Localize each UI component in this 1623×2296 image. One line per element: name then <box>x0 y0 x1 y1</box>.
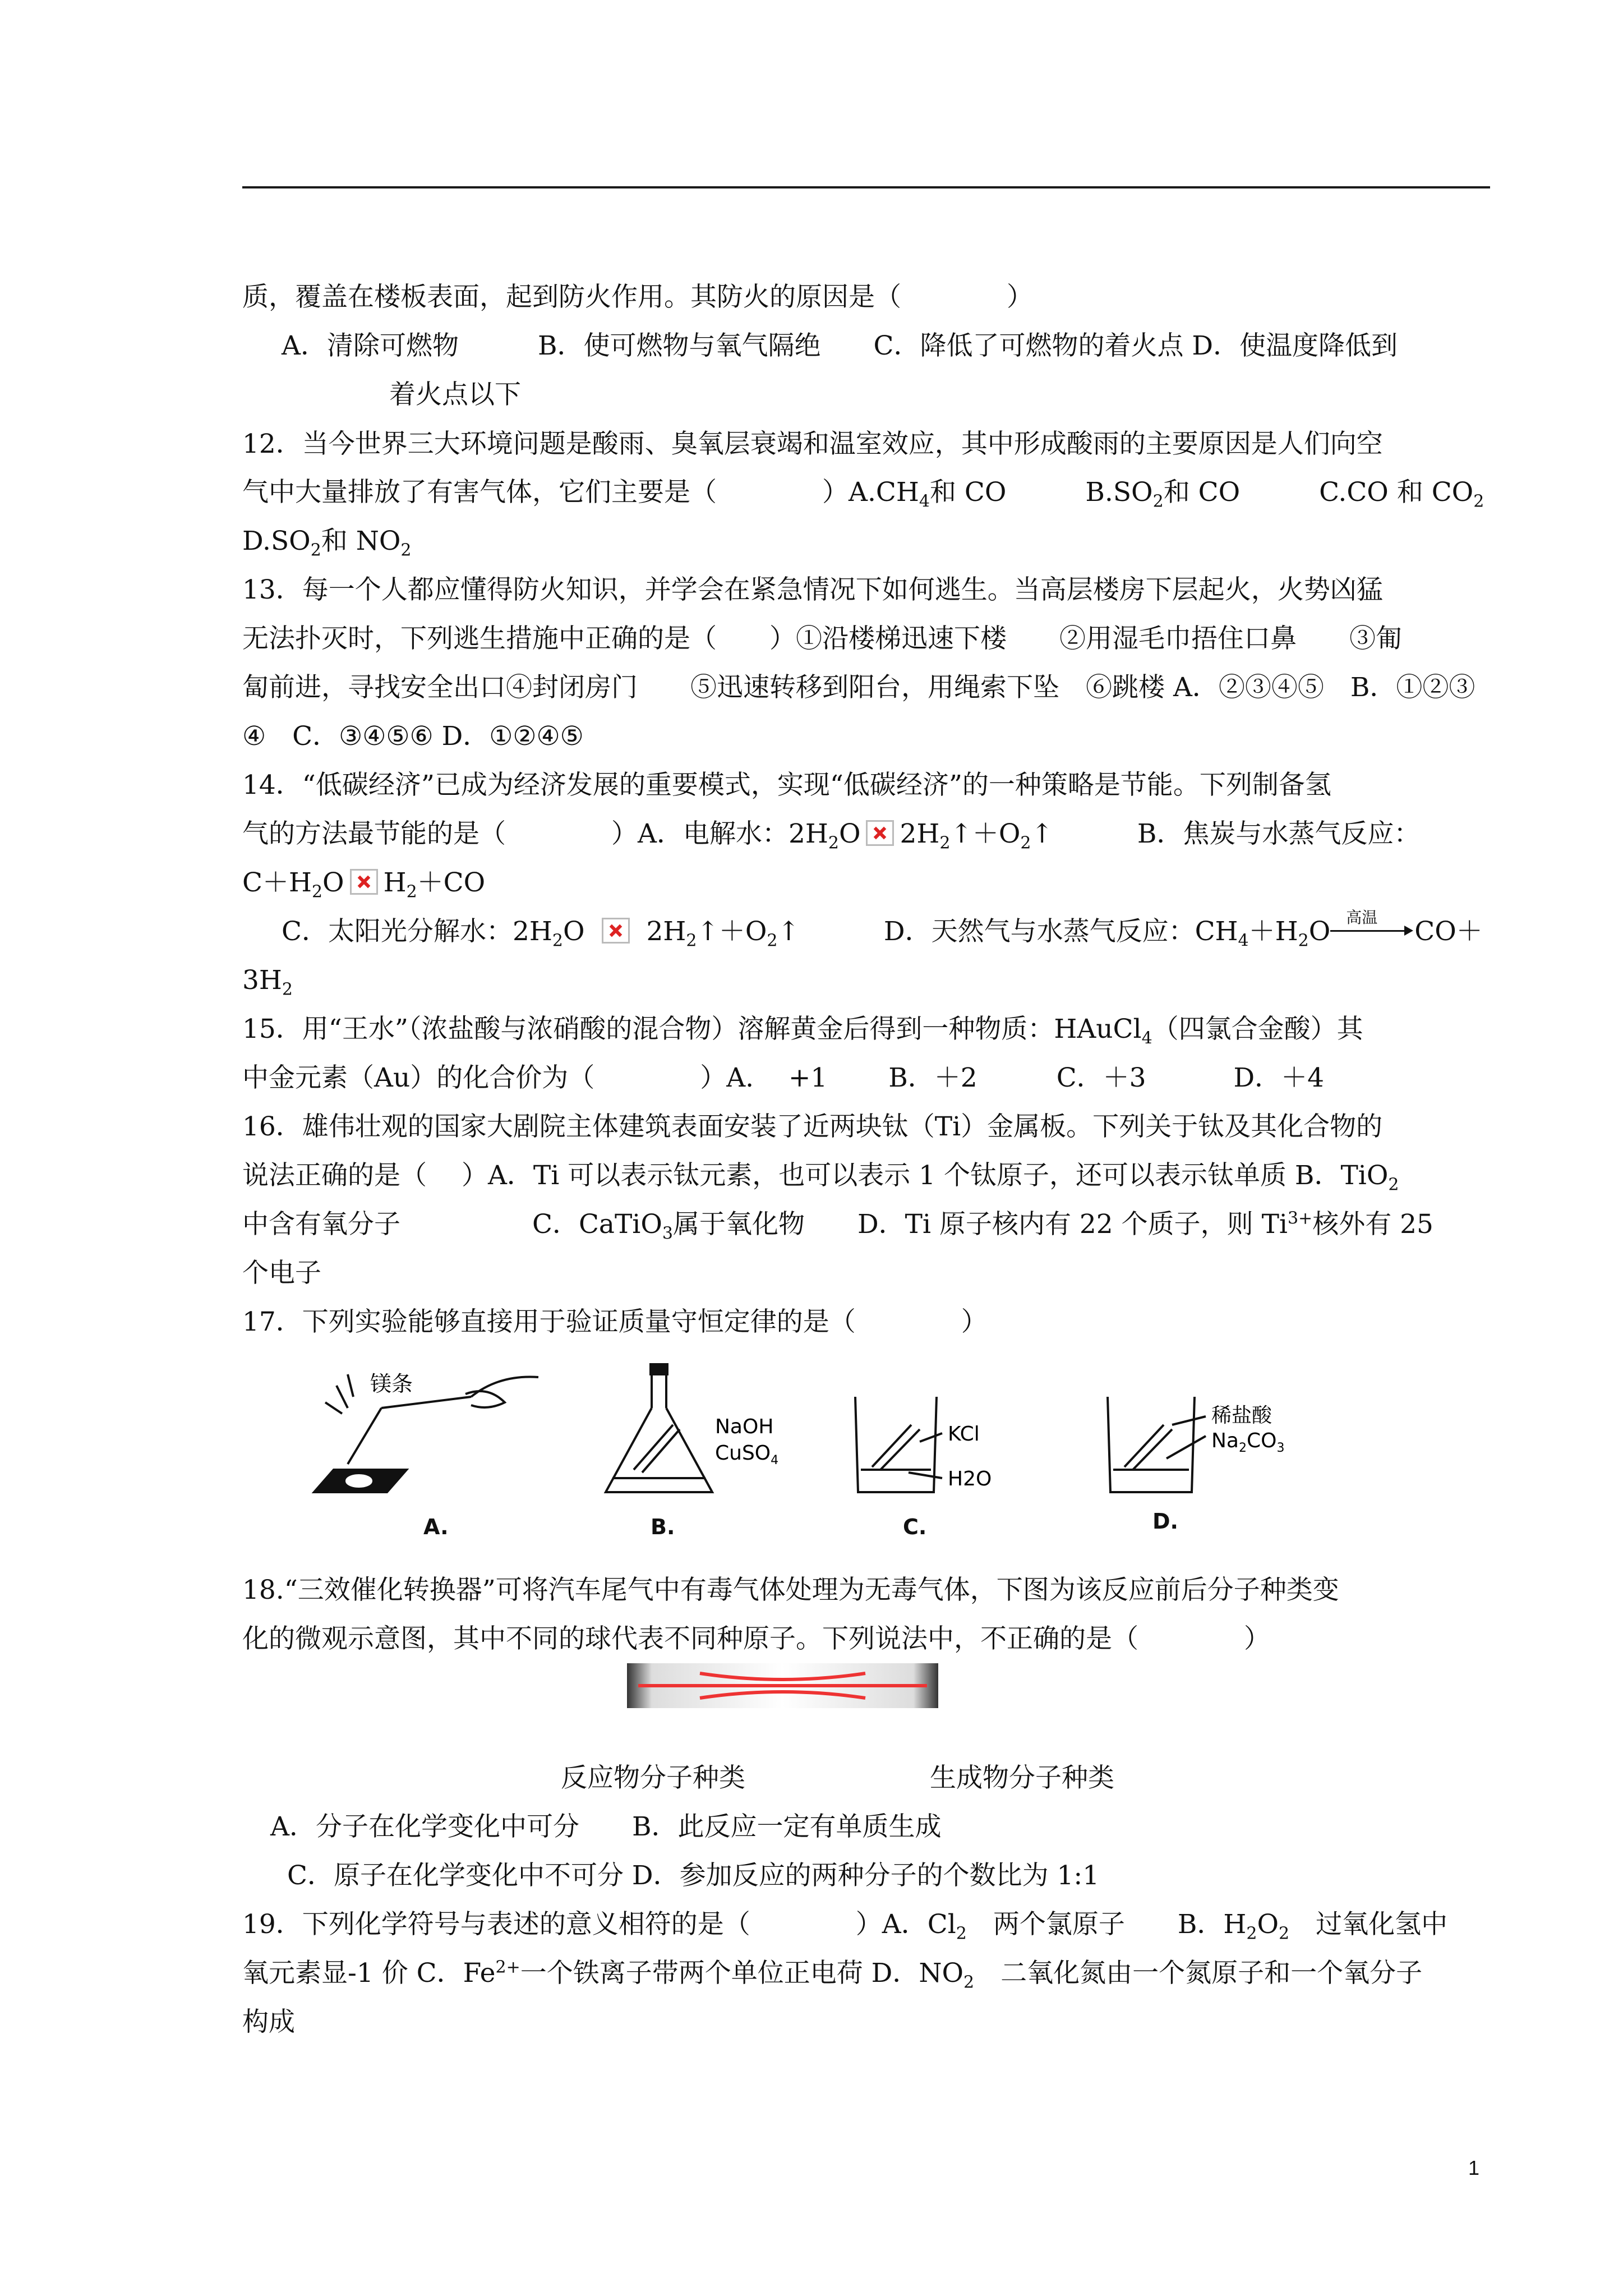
q15-stem: 15．用“王水”（浓盐酸与浓硝酸的混合物）溶解黄金后得到一种物质：HAuCl$_4$（四氯合金酸）其 <box>242 1014 1363 1048</box>
q16-line4: 个电子 <box>242 1258 321 1289</box>
q17-stem: 17．下列实验能够直接用于验证质量守恒定律的是（ ） <box>242 1306 988 1337</box>
q13-line3: 匐前进，寻找安全出口④封闭房门 ⑤迅速转移到阳台，用绳索下坠 ⑥跳楼 A．②③④⑤ B．①②③ <box>242 672 1476 703</box>
figure-d-na2co3: $Na_2CO_3$ <box>1211 1429 1285 1455</box>
figure-d-hcl: 稀盐酸 <box>1211 1404 1272 1427</box>
q11-options: A．清除可燃物 B．使可燃物与氧气隔绝 C．降低了可燃物的着火点 D．使温度降低到 <box>282 330 1398 361</box>
q18-line2: 化的微观示意图，其中不同的球代表不同种原子。下列说法中，不正确的是（ ） <box>242 1623 1270 1654</box>
broken-image-icon <box>350 869 378 895</box>
q19-stem: 19．下列化学符号与表述的意义相符的是（ ）A．$Cl_2$ 两个氯原子 B．$H_2O_2$ 过氧化氢中 <box>242 1909 1448 1944</box>
header-rule <box>242 186 1490 188</box>
q18-stem: 18.“三效催化转换器”可将汽车尾气中有毒气体处理为无毒气体，下图为该反应前后分子种类变 <box>242 1575 1339 1605</box>
q19-line2: 氧元素显-1 价 C．$Fe^{2+}$一个铁离子带两个单位正电荷 D．$NO_2$ 二氧化氮由一个氮原子和一个氧分子 <box>242 1957 1423 1993</box>
figure-c-kcl: KCl <box>948 1423 980 1446</box>
q19-line3: 构成 <box>242 2007 295 2037</box>
figure-b-flask <box>606 1363 712 1492</box>
figure-label-b: B. <box>651 1515 675 1539</box>
q14-line2: 气的方法最节能的是（ ）A．电解水：$2H_2O$ $2H_2↑+O_2↑$ B．焦炭与水蒸气反应： <box>242 818 1421 853</box>
q16-line2: 说法正确的是（ ）A．Ti 可以表示钛元素，也可以表示 1 个钛原子，还可以表示钛单质 B．TiO$_2$ <box>242 1160 1399 1195</box>
figure-label-d: D. <box>1152 1509 1178 1534</box>
q14-line5: $3H_2$ <box>242 965 293 1000</box>
page-number: 1 <box>1468 2156 1480 2179</box>
figure-c-h2o: H2O <box>948 1467 992 1490</box>
q16-line3: 中含有氧分子 C．CaTiO$_3$属于氧化物 D．Ti 原子核内有 22 个质子，则 $Ti^{3+}$核外有 25 <box>242 1208 1433 1244</box>
q13-stem: 13．每一个人都应懂得防火知识，并学会在紧急情况下如何逃生。当高层楼房下层起火，火势凶猛 <box>242 574 1383 605</box>
q15-options: 中金元素（Au）的化合价为（ ）A. +1 B．＋2 C．＋3 D．＋4 <box>242 1062 1325 1093</box>
q13-line4: ④ C．③④⑤⑥ D．①②④⑤ <box>242 721 584 752</box>
q17-experiment-figure <box>303 1363 1509 1531</box>
q14-stem: 14．“低碳经济”已成为经济发展的重要模式，实现“低碳经济”的一种策略是节能。下列制备氢 <box>242 770 1331 800</box>
figure-label-c: C. <box>903 1515 927 1539</box>
q16-stem: 16．雄伟壮观的国家大剧院主体建筑表面安装了近两块钛（Ti）金属板。下列关于钛及其化合物的 <box>242 1111 1383 1142</box>
q18-figure-caption: 反应物分子种类 生成物分子种类 <box>561 1763 1114 1793</box>
q11-stem: 质，覆盖在楼板表面，起到防火作用。其防火的原因是（ ） <box>242 282 1033 312</box>
figure-a-label-text: 镁条 <box>370 1372 413 1396</box>
figure-label-a: A. <box>423 1515 449 1539</box>
figure-b-naoh: NaOH <box>715 1415 774 1438</box>
q18-options-cd: C．原子在化学变化中不可分 D．参加反应的两种分子的个数比为 1:1 <box>287 1860 1100 1891</box>
q12-line2: 气中大量排放了有害气体，它们主要是（ ）$A.CH_4$和 CO $B.SO_2$和 CO C.CO 和 $CO_2$ <box>242 477 1484 512</box>
q18-options-ab: A．分子在化学变化中可分 B．此反应一定有单质生成 <box>270 1811 942 1842</box>
q12-line3: $D.SO_2$和 $NO_2$ <box>242 526 412 560</box>
figure-a-magnesium <box>314 1374 538 1492</box>
figure-d-beaker <box>1108 1397 1206 1492</box>
broken-image-icon <box>866 820 894 846</box>
q11-options-cont: 着火点以下 <box>389 379 521 410</box>
high-temperature-arrow: 高温 <box>1330 920 1414 942</box>
figure-c-beaker <box>855 1397 942 1492</box>
q13-line2: 无法扑灭时，下列逃生措施中正确的是（ ）①沿楼梯迅速下楼 ②用湿毛巾捂住口鼻 ③匍 <box>242 623 1402 654</box>
q12-stem: 12．当今世界三大环境问题是酸雨、臭氧层衰竭和温室效应，其中形成酸雨的主要原因是人们向空 <box>242 429 1383 459</box>
q14-line4: C．太阳光分解水：$2H_2O$ $2H_2↑+O_2↑$ D．天然气与水蒸气反应：$CH_4+H_2O$ 高温 CO＋ <box>282 908 1483 951</box>
q14-line3: $C+H_2O$ $H_2+CO$ <box>242 867 486 902</box>
broken-image-icon <box>602 918 630 944</box>
q18-broken-image <box>627 1663 938 1708</box>
figure-b-cuso4: CuSO$_4$ <box>715 1442 779 1467</box>
